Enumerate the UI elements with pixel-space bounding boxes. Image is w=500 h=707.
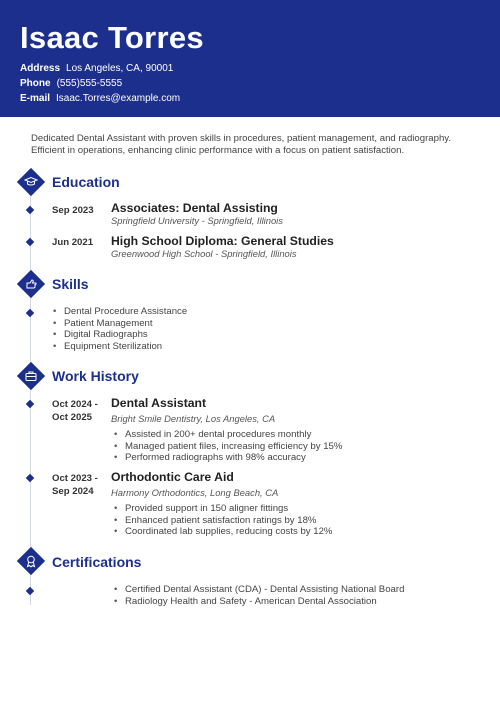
job-bullet: • Coordinated lab supplies, reducing costs by 12%: [113, 526, 332, 538]
job-bullets: [113, 429, 342, 464]
job-bullet: • Provided support in 150 aligner fittings: [113, 503, 332, 515]
timeline-marker: [26, 474, 34, 482]
timeline-line: [30, 185, 31, 605]
job-bullet: • Performed radiographs with 98% accuracy: [113, 452, 342, 464]
job-date-end: Oct 2025: [52, 411, 93, 423]
contact-email: [20, 93, 180, 104]
contact-address: [20, 63, 173, 74]
hand-icon: [18, 271, 44, 297]
phone-value: (555)555-5555: [56, 78, 123, 89]
timeline-marker: [26, 400, 34, 408]
address-label: Address: [20, 63, 61, 74]
timeline-marker: [26, 238, 34, 246]
timeline-marker: [26, 206, 34, 214]
certifications-list: [113, 584, 404, 607]
job-company: Bright Smile Dentistry, Los Angeles, CA: [111, 413, 276, 424]
skill-item: • Digital Radiographs: [52, 329, 187, 341]
job-date-start: Oct 2024 -: [52, 399, 98, 410]
education-heading: Education: [52, 174, 120, 190]
briefcase-icon: [18, 363, 44, 389]
education-school: Greenwood High School - Springfield, Illinois: [111, 248, 297, 259]
education-date: Jun 2021: [52, 237, 94, 248]
timeline-marker: [26, 309, 34, 317]
certifications-heading: Certifications: [52, 554, 142, 570]
education-degree: High School Diploma: General Studies: [111, 234, 334, 248]
job-dates: [52, 399, 98, 424]
professional-summary: Dedicated Dental Assistant with proven skills in procedures, patient management, and radiography. Efficient in operations, enhancing clinic performance with a focus on patient satisfaction.: [31, 133, 452, 156]
skill-item: • Dental Procedure Assistance: [52, 306, 187, 318]
job-title: Dental Assistant: [111, 396, 207, 410]
job-company: Harmony Orthodontics, Long Beach, CA: [111, 487, 279, 498]
contact-phone: [20, 78, 122, 89]
award-ribbon-icon: [18, 548, 44, 574]
skills-list: [52, 306, 187, 352]
email-value: Isaac.Torres@example.com: [56, 93, 181, 104]
education-date: Sep 2023: [52, 205, 94, 216]
job-dates: [52, 473, 98, 498]
resume-header: [0, 0, 500, 117]
skill-item: • Patient Management: [52, 318, 187, 330]
skills-heading: Skills: [52, 276, 89, 292]
graduation-cap-icon: [18, 169, 44, 195]
address-value: Los Angeles, CA, 90001: [66, 63, 174, 74]
timeline-marker: [26, 587, 34, 595]
job-bullets: [113, 503, 332, 538]
education-school: Springfield University - Springfield, Illinois: [111, 215, 283, 226]
email-label: E-mail: [20, 93, 51, 104]
phone-label: Phone: [20, 78, 51, 89]
work-history-heading: Work History: [52, 368, 139, 384]
certification-item: • Certified Dental Assistant (CDA) - Dental Assisting National Board: [113, 584, 404, 596]
job-bullet: • Assisted in 200+ dental procedures monthly: [113, 429, 342, 441]
job-bullet: • Enhanced patient satisfaction ratings by 18%: [113, 515, 332, 527]
job-date-end: Sep 2024: [52, 485, 94, 497]
certification-item: • Radiology Health and Safety - American Dental Association: [113, 596, 404, 608]
job-title: Orthodontic Care Aid: [111, 470, 234, 484]
education-degree: Associates: Dental Assisting: [111, 201, 278, 215]
skill-item: • Equipment Sterilization: [52, 341, 187, 353]
candidate-name: Isaac Torres: [20, 20, 204, 55]
job-date-start: Oct 2023 -: [52, 473, 98, 484]
job-bullet: • Managed patient files, increasing efficiency by 15%: [113, 441, 342, 453]
